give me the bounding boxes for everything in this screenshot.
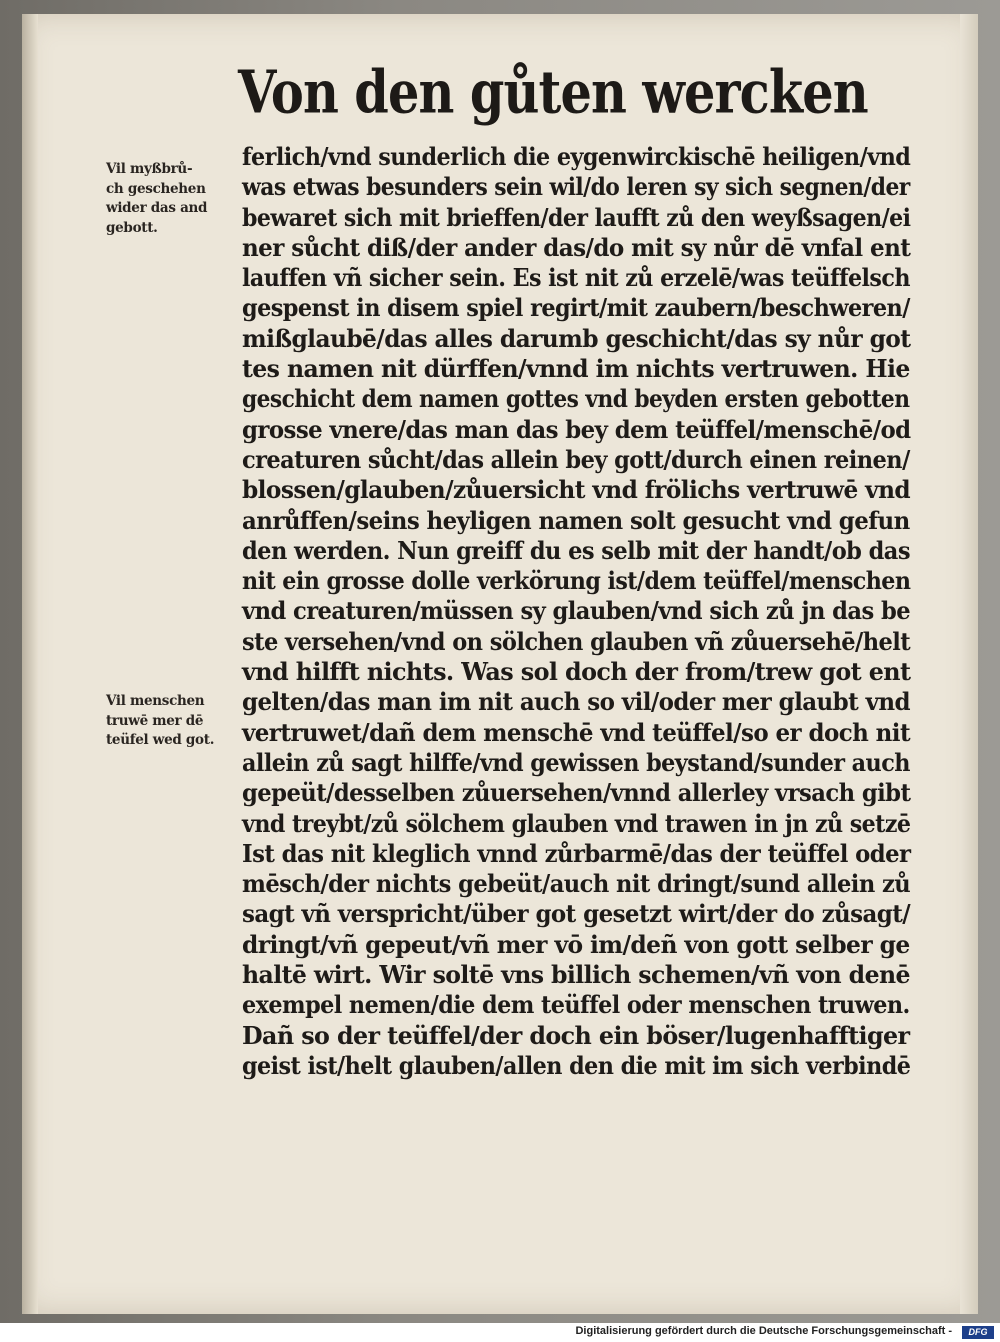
page-edge-right	[960, 14, 978, 1314]
text-line: allein zů sagt hilffe/vnd gewissen beystand/sunder auch	[242, 747, 910, 777]
text-line: was etwas besunders sein wil/do leren sy sich segnen/der	[242, 172, 910, 202]
text-line: haltē wirt. Wir soltē vns billich schemen/vñ von denē	[242, 960, 910, 990]
text-line: ferlich/vnd sunderlich die eygenwirckischē heiligen/vnd	[242, 142, 911, 171]
text-line: vertruwet/dañ dem menschē vnd teüffel/so er doch nit	[242, 717, 911, 747]
digitization-credit: Digitalisierung gefördert durch die Deutsche Forschungsgemeinschaft -	[575, 1325, 952, 1337]
marginal-line: ch geschehen	[106, 180, 206, 197]
marginal-line: gebott.	[106, 219, 158, 236]
marginal-line: wider das and	[106, 200, 208, 216]
text-line: dringt/vñ gepeut/vñ mer vō im/deñ von gott selber ge	[242, 929, 910, 959]
text-line: grosse vnere/das man das bey dem teüffel/menschē/od	[242, 414, 911, 444]
text-line: anrůffen/seins heyligen namen solt gesucht vnd gefun	[242, 505, 910, 535]
page-gutter-left	[22, 14, 38, 1314]
text-line: ner sůcht diß/der ander das/do mit sy nůr dē vnfal ent	[242, 232, 911, 262]
text-line: tes namen nit dürffen/vnnd im nichts vertruwen. Hie	[242, 354, 910, 384]
text-line: geist ist/helt glauben/allen den die mit im sich verbindē	[242, 1050, 911, 1080]
text-line: lauffen vñ sicher sein. Es ist nit zů erzelē/was teüffelsch	[242, 263, 910, 293]
body-text-block	[242, 142, 912, 1081]
text-line: gespenst in disem spiel regirt/mit zaubern/beschweren/	[242, 293, 910, 323]
text-line: gepeüt/desselben zůuersehen/vnnd allerley vrsach gibt	[242, 778, 911, 808]
marginal-line: teüfel wed got.	[106, 732, 215, 748]
text-line: Dañ so der teüffel/der doch ein böser/lugenhafftiger	[242, 1020, 910, 1050]
running-title: Von den gůten wercken	[238, 58, 868, 128]
marginal-line: Vil menschen	[106, 693, 205, 709]
text-line: exempel nemen/die dem teüffel oder menschen truwen.	[242, 990, 910, 1020]
marginal-note-2	[106, 692, 214, 751]
text-line: vnd treybt/zů sölchem glauben vnd trawen in jn zů setzē	[242, 808, 911, 838]
text-line: gelten/das man im nit auch so vil/oder mer glaubt vnd	[242, 687, 911, 717]
text-line: vnd creaturen/müssen sy glauben/vnd sich zů jn das be	[242, 596, 911, 626]
text-line: nit ein grosse dolle verkörung ist/dem teüffel/menschen	[242, 566, 911, 596]
text-line: Ist das nit kleglich vnnd zůrbarmē/das der teüffel oder	[242, 838, 911, 868]
text-line: bewaret sich mit brieffen/der laufft zů den weyßsagen/ei	[242, 202, 911, 232]
dfg-logo: DFG	[962, 1326, 994, 1339]
text-line: blossen/glauben/zůuersicht vnd frölichs vertruwē vnd	[242, 475, 911, 505]
text-line: creaturen sůcht/das allein bey gott/durch einen reinen/	[242, 444, 910, 474]
text-line: geschicht dem namen gottes vnd beyden ersten gebotten	[242, 384, 910, 414]
marginal-note-1	[106, 160, 207, 238]
text-line: sagt vñ verspricht/über got gesetzt wirt/der do zůsagt/	[242, 899, 911, 929]
text-line: ste versehen/vnd on sölchen glauben vñ zůuersehē/helt	[242, 626, 911, 656]
text-line: mēsch/der nichts gebeüt/auch nit dringt/sund allein zů	[242, 869, 911, 899]
marginal-line: Vil myßbrů-	[106, 161, 193, 177]
text-line: mißglaubē/das alles darumb geschicht/das sy nůr got	[242, 323, 911, 353]
text-line: vnd hilfft nichts. Was sol doch der from/trew got ent	[242, 657, 911, 687]
text-line: den werden. Nun greiff du es selb mit der handt/ob das	[242, 535, 910, 565]
marginal-line: truwē mer dē	[106, 712, 204, 729]
